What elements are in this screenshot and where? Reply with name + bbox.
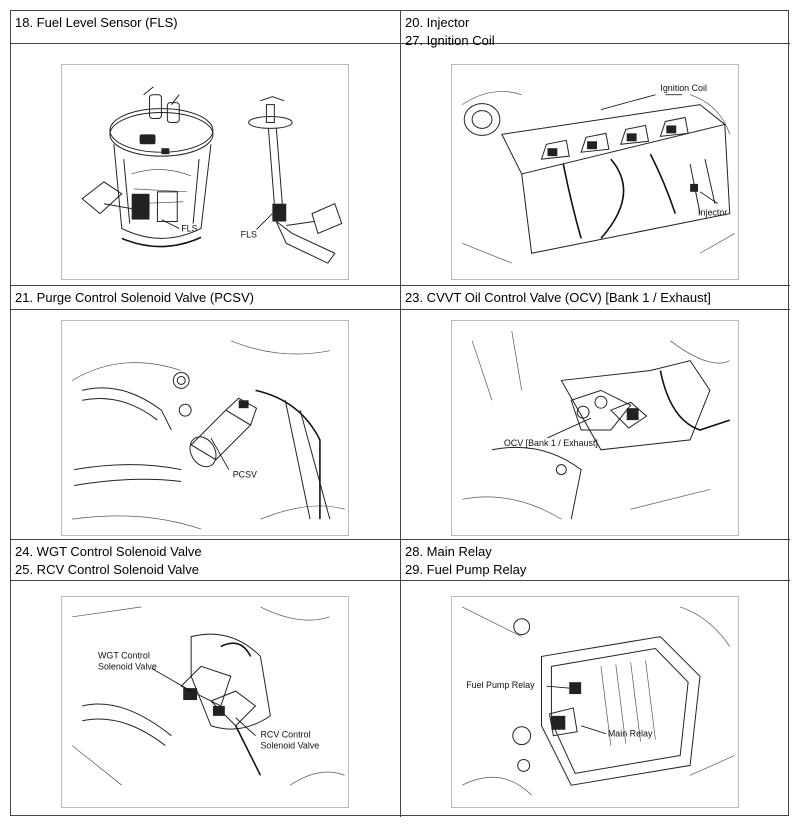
header-line: 24. WGT Control Solenoid Valve xyxy=(15,544,202,559)
header-ocv xyxy=(401,286,790,310)
pcsv-diagram xyxy=(61,320,349,536)
header-relays xyxy=(401,540,790,581)
figure-cell-fls xyxy=(11,44,401,286)
ocv-diagram xyxy=(451,320,739,536)
header-injector-ignition xyxy=(401,11,790,48)
header-line: 28. Main Relay xyxy=(405,544,492,559)
pcsv-label: PCSV xyxy=(232,469,258,480)
wgt-label-line2: Solenoid Valve xyxy=(98,661,157,672)
fuel-pump-relay-label: Fuel Pump Relay xyxy=(466,680,535,691)
fls-label-1: FLS xyxy=(181,223,198,234)
header-line: 20. Injector xyxy=(405,15,470,30)
ignition-coil-label: Ignition Coil xyxy=(660,82,707,93)
header-wgt-rcv xyxy=(11,540,401,581)
fls-diagram xyxy=(61,64,349,280)
main-relay-label: Main Relay xyxy=(607,728,653,739)
header-line: 29. Fuel Pump Relay xyxy=(405,562,527,577)
component-location-table xyxy=(10,10,789,816)
header-line: 21. Purge Control Solenoid Valve (PCSV) xyxy=(15,290,254,305)
figure-cell-pcsv xyxy=(11,310,401,540)
wgt-rcv-diagram xyxy=(61,596,349,808)
header-line: 18. Fuel Level Sensor (FLS) xyxy=(15,15,178,30)
wgt-label-line1: WGT Control xyxy=(98,650,150,661)
header-fls xyxy=(11,11,401,44)
header-line: 25. RCV Control Solenoid Valve xyxy=(15,562,200,577)
figure-cell-relays xyxy=(401,581,790,817)
rcv-label-line1: RCV Control xyxy=(260,729,311,740)
ocv-label: OCV [Bank 1 / Exhaust] xyxy=(503,437,598,448)
fls-label-2: FLS xyxy=(240,229,258,240)
figure-cell-injector xyxy=(401,44,790,286)
injector-ignition-diagram xyxy=(451,64,739,280)
header-pcsv xyxy=(11,286,401,310)
relay-box-diagram xyxy=(451,596,739,808)
header-line: 27. Ignition Coil xyxy=(405,33,495,48)
injector-label: Injector xyxy=(698,207,728,218)
rcv-label-line2: Solenoid Valve xyxy=(260,740,320,751)
figure-cell-wgt-rcv xyxy=(11,581,401,817)
figure-cell-ocv xyxy=(401,310,790,540)
header-line: 23. CVVT Oil Control Valve (OCV) [Bank 1 / Exhaust] xyxy=(405,290,711,305)
